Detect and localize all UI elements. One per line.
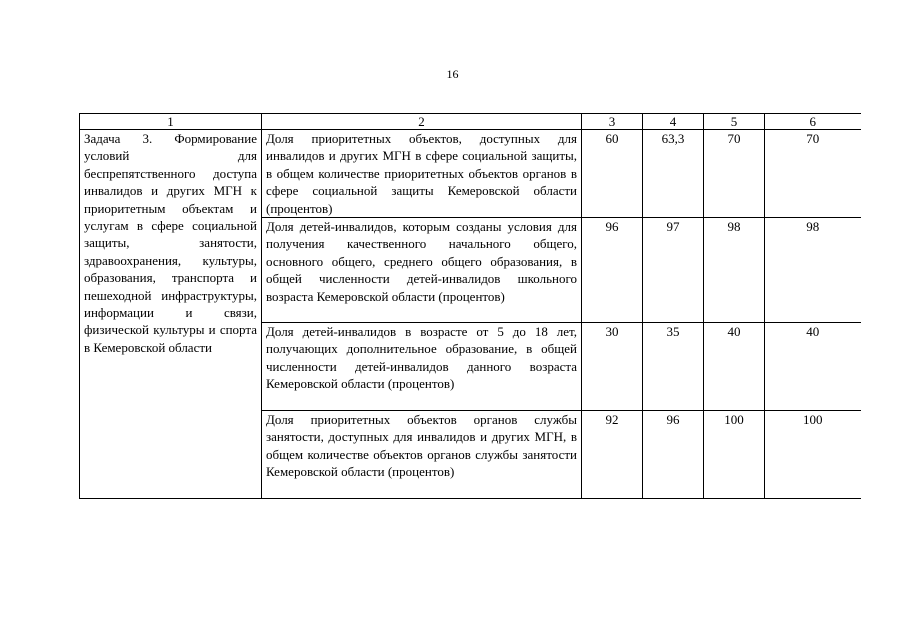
indicator-cell: Доля детей-инвалидов в возрасте от 5 до 18 лет, получающих дополнительное образование, в общей численности детей-инвалидов данного возраста Кемеровской области (процентов) bbox=[262, 323, 582, 411]
column-header-1: 1 bbox=[80, 114, 262, 130]
column-header-3: 3 bbox=[582, 114, 643, 130]
value-cell-6: 70 bbox=[765, 130, 861, 218]
table-row bbox=[80, 130, 861, 218]
task-cell: Задача 3. Формирование условий для беспрепятственного доступа инвалидов и других МГН к приоритетным объектам и услугам в сфере социальной защиты, занятости, здравоохранения, культуры, образования, транспорта и пешеходной инфраструктуры, информации и связи, физической культуры и спорта в Кемеровской области bbox=[80, 130, 262, 499]
column-header-5: 5 bbox=[704, 114, 765, 130]
value-cell-4: 97 bbox=[643, 218, 704, 323]
value-cell-6: 98 bbox=[765, 218, 861, 323]
value-cell-4: 63,3 bbox=[643, 130, 704, 218]
table-header-row bbox=[80, 114, 861, 130]
value-cell-5: 70 bbox=[704, 130, 765, 218]
value-cell-4: 35 bbox=[643, 323, 704, 411]
value-cell-5: 40 bbox=[704, 323, 765, 411]
column-header-4: 4 bbox=[643, 114, 704, 130]
value-cell-3: 92 bbox=[582, 411, 643, 499]
indicator-cell: Доля приоритетных объектов, доступных для инвалидов и других МГН в сфере социальной защиты, в общем количестве приоритетных объектов органов в сфере социальной защиты Кемеровской области (процентов) bbox=[262, 130, 582, 218]
value-cell-3: 30 bbox=[582, 323, 643, 411]
column-header-2: 2 bbox=[262, 114, 582, 130]
column-header-6: 6 bbox=[765, 114, 861, 130]
value-cell-4: 96 bbox=[643, 411, 704, 499]
value-cell-6: 100 bbox=[765, 411, 861, 499]
indicators-table bbox=[79, 113, 861, 499]
value-cell-5: 98 bbox=[704, 218, 765, 323]
value-cell-3: 60 bbox=[582, 130, 643, 218]
value-cell-3: 96 bbox=[582, 218, 643, 323]
indicator-cell: Доля приоритетных объектов органов службы занятости, доступных для инвалидов и других МГН, в общем количестве объектов органов службы занятости Кемеровской области (процентов) bbox=[262, 411, 582, 499]
value-cell-5: 100 bbox=[704, 411, 765, 499]
indicator-cell: Доля детей-инвалидов, которым созданы условия для получения качественного начального общего, основного общего, среднего общего образования, в общей численности детей-инвалидов школьного возраста Кемеровской области (процентов) bbox=[262, 218, 582, 323]
value-cell-6: 40 bbox=[765, 323, 861, 411]
page-number: 16 bbox=[446, 67, 459, 81]
